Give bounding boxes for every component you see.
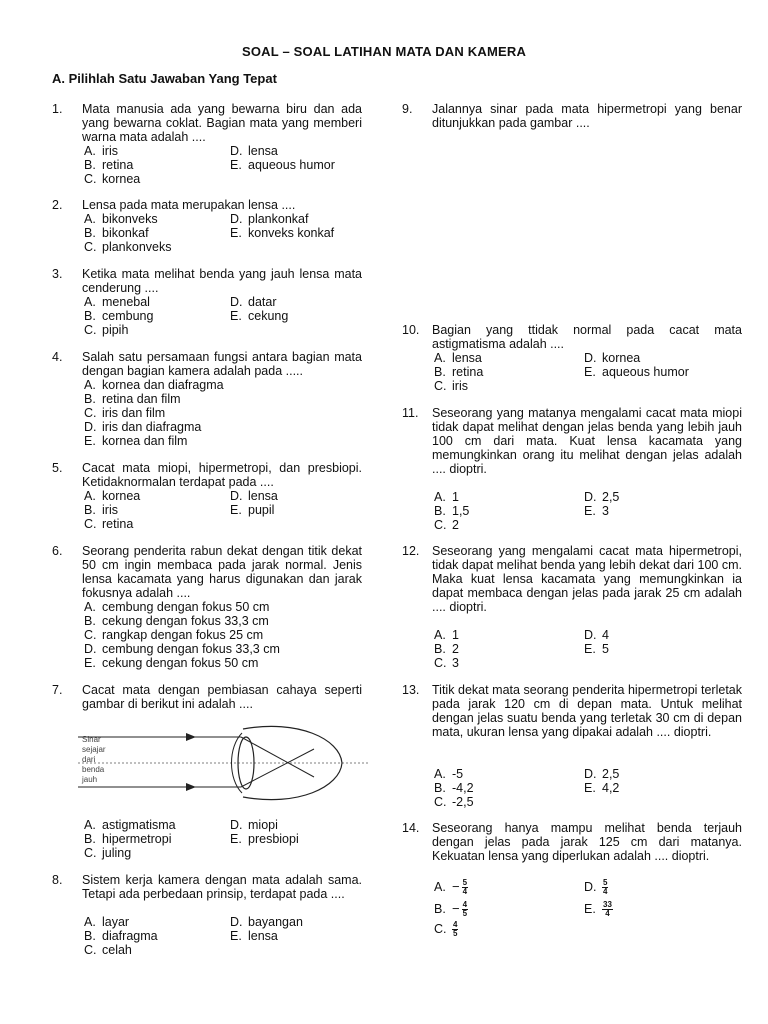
light-ray: [241, 737, 314, 777]
option-c[interactable]: C. iris: [434, 379, 468, 393]
option-b[interactable]: B. retina dan film: [84, 392, 181, 406]
question-number: 8.: [52, 873, 63, 887]
option-d[interactable]: D. plankonkaf: [230, 212, 309, 226]
option-c[interactable]: C. 2: [434, 518, 459, 532]
option-d[interactable]: D. iris dan diafragma: [84, 420, 202, 434]
question-stem: Cacat mata dengan pembiasan cahaya seperti gambar di berikut ini adalah ....: [82, 683, 362, 711]
option-a[interactable]: A. − $\frac{5}{4}$: [434, 878, 468, 896]
option-e[interactable]: E. 4,2: [584, 781, 620, 795]
option-b[interactable]: B. cembung: [84, 309, 154, 323]
page-title: SOAL – SOAL LATIHAN MATA DAN KAMERA: [241, 44, 527, 59]
option-d[interactable]: D. 4: [584, 628, 609, 642]
question-number: 12.: [402, 544, 420, 558]
question-number: 5.: [52, 461, 63, 475]
fraction: $\frac{4}{5}$: [462, 900, 468, 918]
question-number: 10.: [402, 323, 420, 337]
figure-label: benda: [82, 765, 105, 774]
option-a[interactable]: A. -5: [434, 767, 464, 781]
question-stem: Ketika mata melihat benda yang jauh lensa mata cenderung ....: [82, 267, 362, 295]
question-stem: Salah satu persamaan fungsi antara bagian mata dengan bagian kamera adalah pada .....: [82, 350, 362, 378]
question-number: 11.: [402, 406, 419, 420]
option-d[interactable]: D. $\frac{5}{4}$: [584, 878, 608, 896]
option-d[interactable]: D. kornea: [584, 351, 641, 365]
option-d[interactable]: D. cembung dengan fokus 33,3 cm: [84, 642, 280, 656]
option-b[interactable]: B. cekung dengan fokus 33,3 cm: [84, 614, 269, 628]
option-d[interactable]: D. datar: [230, 295, 277, 309]
option-e[interactable]: E. konveks konkaf: [230, 226, 335, 240]
option-e[interactable]: E. pupil: [230, 503, 275, 517]
light-ray: [241, 749, 314, 787]
option-e[interactable]: E. kornea dan film: [84, 434, 188, 448]
option-a[interactable]: A. kornea: [84, 489, 141, 503]
option-e[interactable]: E. aqueous humor: [230, 158, 335, 172]
option-e[interactable]: E. cekung: [230, 309, 289, 323]
question-number: 13.: [402, 683, 420, 697]
option-a[interactable]: A. 1: [434, 490, 459, 504]
option-c[interactable]: C. 3: [434, 656, 459, 670]
option-a[interactable]: A. 1: [434, 628, 459, 642]
option-a[interactable]: A. bikonveks: [84, 212, 158, 226]
question-stem: Mata manusia ada yang bewarna biru dan ada yang bewarna coklat. Bagian mata yang memberi warna mata adalah ....: [82, 102, 362, 144]
question-stem: Jalannya sinar pada mata hipermetropi yang benar ditunjukkan pada gambar ....: [432, 102, 742, 130]
option-a[interactable]: A. lensa: [434, 351, 482, 365]
option-c[interactable]: C. plankonveks: [84, 240, 172, 254]
question-number: 2.: [52, 198, 63, 212]
option-b[interactable]: B. retina: [84, 158, 134, 172]
fraction: $\frac{5}{4}$: [603, 878, 608, 896]
fraction: $\frac{5}{4}$: [462, 878, 468, 896]
option-e[interactable]: E. cekung dengan fokus 50 cm: [84, 656, 259, 670]
option-a[interactable]: A. menebal: [84, 295, 150, 309]
option-c[interactable]: C. celah: [84, 943, 132, 957]
figure-label: sejajar: [82, 745, 106, 754]
option-b[interactable]: B. − $\frac{4}{5}$: [434, 900, 468, 918]
question-stem: Titik dekat mata seorang penderita hipermetropi terletak pada jarak 120 cm di depan mata. Untuk melihat dengan jelas suatu benda yang terletak 30 cm di depan mata, ukuran lensa yang dipakai adalah .... dioptri.: [432, 683, 742, 739]
option-c[interactable]: C. kornea: [84, 172, 141, 186]
fraction: $\frac{33}{4}$: [603, 900, 612, 918]
option-b[interactable]: B. retina: [434, 365, 484, 379]
eye-refraction-diagram: [78, 721, 368, 803]
option-e[interactable]: E. aqueous humor: [584, 365, 689, 379]
option-a[interactable]: A. cembung dengan fokus 50 cm: [84, 600, 270, 614]
fraction: $\frac{4}{5}$: [453, 920, 458, 938]
option-e[interactable]: E. $\frac{33}{4}$: [584, 900, 612, 918]
section-heading: A. Pilihlah Satu Jawaban Yang Tepat: [52, 71, 277, 86]
option-e[interactable]: E. 5: [584, 642, 609, 656]
option-c[interactable]: C. iris dan film: [84, 406, 166, 420]
option-b[interactable]: B. bikonkaf: [84, 226, 149, 240]
option-a[interactable]: A. layar: [84, 915, 130, 929]
question-stem: Seseorang yang mengalami cacat mata hipermetropi, tidak dapat melihat benda yang lebih dekat dari 100 cm. Maka kuat lensa kacamata yang memungkinkan ia dapat membaca dengan jelas pada jarak 25 cm adalah .... dioptri.: [432, 544, 742, 614]
option-d[interactable]: D. lensa: [230, 489, 278, 503]
option-c[interactable]: C. rangkap dengan fokus 25 cm: [84, 628, 264, 642]
option-c[interactable]: C. -2,5: [434, 795, 474, 809]
question-number: 1.: [52, 102, 63, 116]
cornea: [232, 733, 243, 793]
option-d[interactable]: D. bayangan: [230, 915, 303, 929]
option-b[interactable]: B. 2: [434, 642, 459, 656]
option-c[interactable]: C. pipih: [84, 323, 129, 337]
arrow-head: [186, 733, 196, 741]
question-number: 3.: [52, 267, 63, 281]
question-stem: Cacat mata miopi, hipermetropi, dan presbiopi. Ketidaknormalan terdapat pada ....: [82, 461, 362, 489]
question-number: 4.: [52, 350, 63, 364]
question-number: 14.: [402, 821, 420, 835]
option-e[interactable]: E. presbiopi: [230, 832, 299, 846]
question-number: 7.: [52, 683, 63, 697]
question-stem: Sistem kerja kamera dengan mata adalah sama. Tetapi ada perbedaan prinsip, terdapat pada ....: [82, 873, 362, 901]
option-b[interactable]: B. diafragma: [84, 929, 158, 943]
option-d[interactable]: D. 2,5: [584, 490, 620, 504]
option-d[interactable]: D. miopi: [230, 818, 278, 832]
option-c[interactable]: C. juling: [84, 846, 132, 860]
figure-label: Sinar: [82, 735, 101, 744]
option-e[interactable]: E. 3: [584, 504, 609, 518]
option-b[interactable]: B. hipermetropi: [84, 832, 172, 846]
question-stem: Seorang penderita rabun dekat dengan titik dekat 50 cm ingin membaca pada jarak normal. Jenis lensa kacamata yang harus digunakan dan jarak fokusnya adalah ....: [82, 544, 362, 600]
question-number: 6.: [52, 544, 63, 558]
question-stem: Seseorang hanya mampu melihat benda terjauh dengan jelas pada jarak 125 cm dari matanya. Kekuatan lensa yang diperlukan adalah .... dioptri.: [432, 821, 742, 863]
option-c[interactable]: C. retina: [84, 517, 134, 531]
option-a[interactable]: A. astigmatisma: [84, 818, 176, 832]
option-a[interactable]: A. iris: [84, 144, 118, 158]
option-d[interactable]: D. 2,5: [584, 767, 620, 781]
figure-label: jauh: [82, 775, 98, 784]
question-stem: Seseorang yang matanya mengalami cacat mata miopi tidak dapat melihat dengan jelas benda yang lebih jauh 100 cm dari mata. Kuat lensa kacamata yang memungkinkan orang itu melihat dengan jelas adalah .... dioptri.: [432, 406, 742, 476]
question-stem: Bagian yang ttidak normal pada cacat mata astigmatisma adalah ....: [432, 323, 742, 351]
option-c[interactable]: C. $\frac{4}{5}$: [434, 920, 458, 938]
option-d[interactable]: D. lensa: [230, 144, 278, 158]
option-b[interactable]: B. -4,2: [434, 781, 474, 795]
option-b[interactable]: B. 1,5: [434, 504, 470, 518]
option-b[interactable]: B. iris: [84, 503, 118, 517]
option-a[interactable]: A. kornea dan diafragma: [84, 378, 224, 392]
arrow-head: [186, 783, 196, 791]
figure-label: dari: [82, 755, 96, 764]
question-stem: Lensa pada mata merupakan lensa ....: [82, 198, 296, 212]
option-e[interactable]: E. lensa: [230, 929, 278, 943]
question-number: 9.: [402, 102, 413, 116]
